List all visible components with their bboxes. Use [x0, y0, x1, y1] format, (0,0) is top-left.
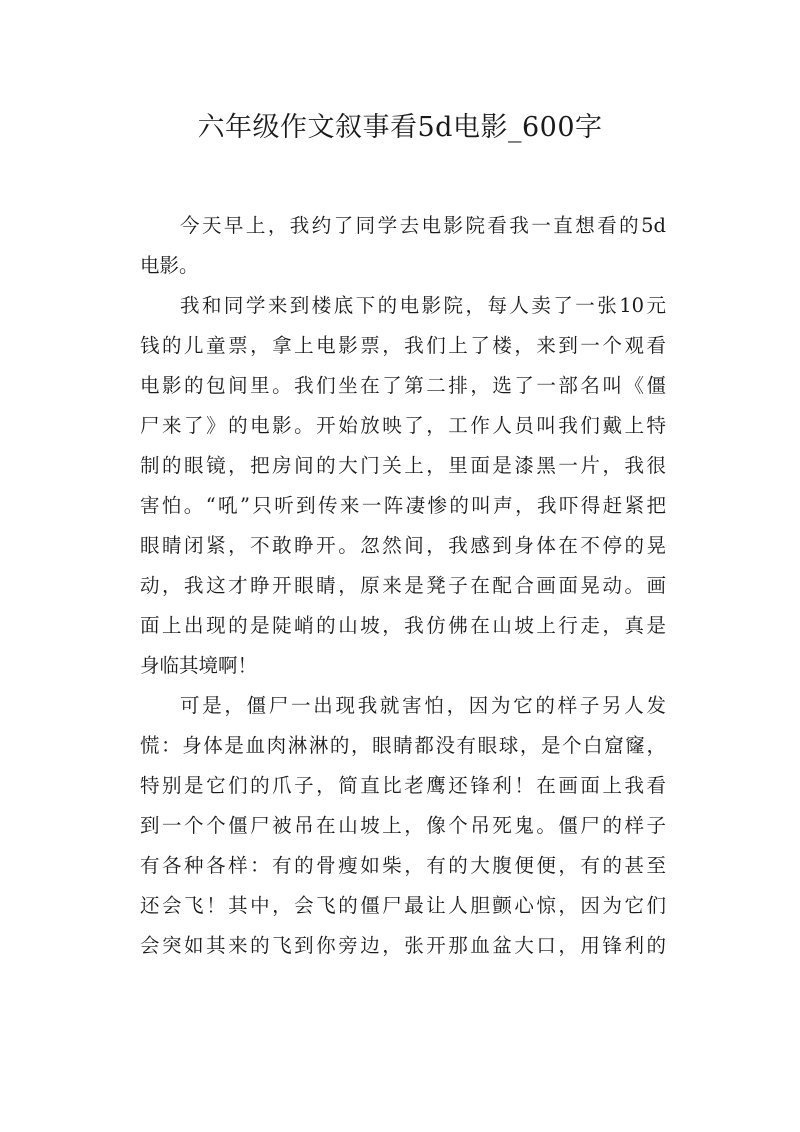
text-line: 电影。: [140, 254, 199, 277]
text-line: 害怕。“吼”只听到传来一阵凄惨的叫声，我吓得赶紧把: [140, 494, 666, 517]
text-line: 眼睛闭紧，不敢睁开。忽然间，我感到身体在不停的晃: [140, 534, 666, 557]
text-line: 到一个个僵尸被吊在山坡上，像个吊死鬼。僵尸的样子: [140, 814, 666, 837]
text-line: 我和同学来到楼底下的电影院，每人卖了一张10元: [180, 294, 666, 317]
text-line: 电影的包间里。我们坐在了第二排，选了一部名叫《僵: [140, 374, 666, 397]
text-line: 会突如其来的飞到你旁边，张开那血盆大口，用锋利的: [140, 934, 666, 957]
text-line: 尸来了》的电影。开始放映了，工作人员叫我们戴上特: [140, 414, 666, 437]
text-line: 慌：身体是血肉淋淋的，眼睛都没有眼球，是个白窟窿，: [140, 734, 666, 757]
text-line: 身临其境啊！: [140, 654, 258, 677]
text-line: 面上出现的是陡峭的山坡，我仿佛在山坡上行走，真是: [140, 614, 666, 637]
text-line: 有各种各样：有的骨瘦如柴，有的大腹便便，有的甚至: [140, 854, 666, 877]
text-line: 可是，僵尸一出现我就害怕，因为它的样子另人发: [180, 694, 666, 717]
text-line: 还会飞！其中，会飞的僵尸最让人胆颤心惊，因为它们: [140, 894, 666, 917]
text-line: 动，我这才睁开眼睛，原来是凳子在配合画面晃动。画: [140, 574, 666, 597]
text-line: 制的眼镜，把房间的大门关上，里面是漆黑一片，我很: [140, 454, 666, 477]
text-line: 今天早上，我约了同学去电影院看我一直想看的5d: [180, 214, 666, 237]
document-title: 六年级作文叙事看5d电影_600字: [197, 112, 603, 143]
text-line: 特别是它们的爪子，简直比老鹰还锋利！在画面上我看: [140, 774, 666, 797]
text-line: 钱的儿童票，拿上电影票，我们上了楼，来到一个观看: [140, 334, 666, 357]
document-body: [140, 206, 666, 966]
